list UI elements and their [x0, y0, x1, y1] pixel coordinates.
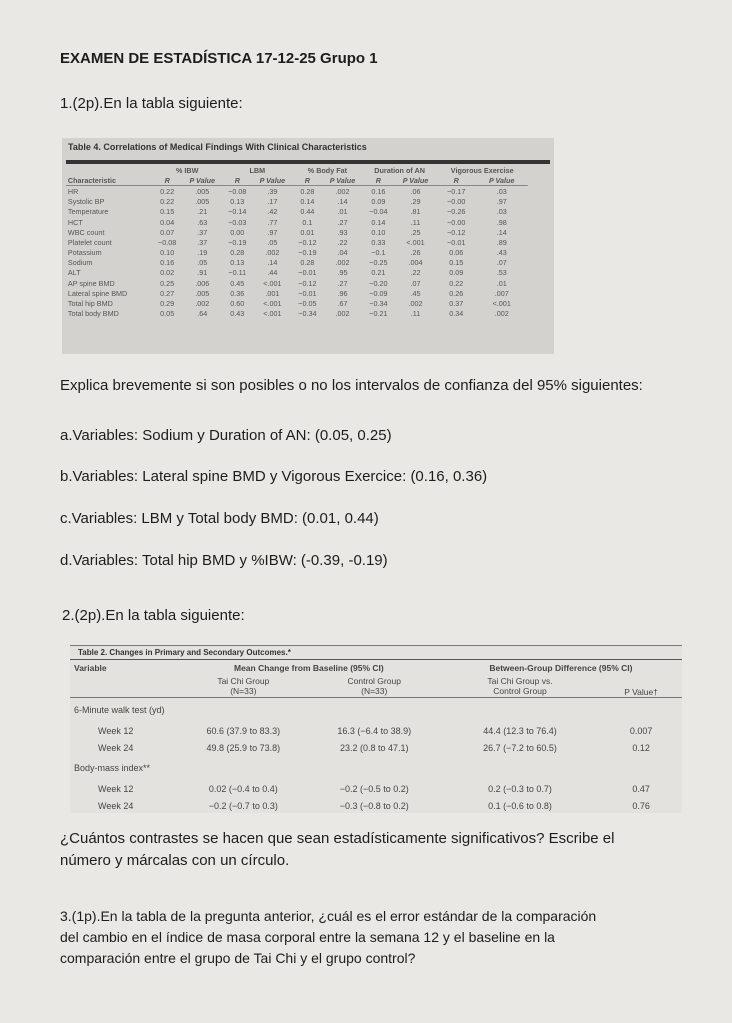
cell: 49.8 (25.9 to 73.8)	[206, 742, 281, 753]
cell: 0.02	[160, 268, 175, 278]
cell: −0.34	[298, 309, 317, 319]
cell: .03	[496, 207, 507, 217]
cell: 60.6 (37.9 to 83.3)	[206, 725, 281, 736]
cell: 0.21	[371, 268, 386, 278]
between-header: Between-Group Difference (95% CI)	[489, 663, 633, 673]
cell: −0.01	[298, 288, 317, 298]
cell: .97	[267, 227, 278, 237]
cell: 0.27	[160, 288, 175, 298]
cell: −0.25	[369, 258, 388, 268]
row-label: HCT	[67, 217, 83, 227]
cell: .002	[195, 299, 210, 309]
cell: 0.37	[449, 299, 464, 309]
cell: .001	[265, 288, 280, 298]
cell: −0.19	[228, 237, 247, 247]
cell: 0.10	[160, 248, 175, 258]
cell: .005	[195, 197, 210, 207]
cell: .002	[335, 309, 350, 319]
sub-header: P Value	[394, 175, 436, 186]
row-label: HR	[67, 186, 79, 196]
outcomes-table: Table 2. Changes in Primary and Secondary Outcomes.* Variable Mean Change from Baseline (95% CI) Between-Group Difference (95% CI) Tai Chi Group (N=33) Control Group (N=33) Tai Chi Group vs. Control Group P Value† 6-Minute walk test (yd) Week 12 60.6 (37.9 to 83.3) 16.3 (−6.4 to 38.9) 44.4 (12.3 to 76.4) 0.007 Week 24 49.8 (25.9 to 73.8) 23.2 (0.8 to 47.1) 26.7 (−7.2 to 60.5) 0.12 Body-mass index** Week 12 0.02 (−0.4 to 0.4) −0.2 (−0.5 to 0.2) 0.2 (−0.3 to 0.7) 0.47 Week 24 −0.2 (−0.7 to 0.3) −0.3 (−0.8 to 0.2) 0.1 (−0.6 to 0.8) 0.76	[70, 645, 682, 813]
exam-title: EXAMEN DE ESTADÍSTICA 17-12-25 Grupo 1	[60, 50, 378, 67]
table-row	[66, 309, 528, 319]
table-row	[66, 248, 528, 258]
cell: .05	[267, 237, 278, 247]
cell: .91	[197, 268, 208, 278]
sub-header: P Value	[182, 175, 222, 186]
cell: 0.09	[371, 197, 386, 207]
q1-item-c: c.Variables: LBM y Total body BMD: (0.01, 0.44)	[60, 510, 379, 527]
row-header: Characteristic	[66, 175, 152, 186]
cell: .97	[496, 197, 507, 207]
cell: .07	[410, 278, 421, 288]
cell: .005	[195, 288, 210, 298]
variable-header: Variable	[74, 663, 107, 673]
cell: .04	[337, 248, 348, 258]
mean-change-header: Mean Change from Baseline (95% CI)	[234, 663, 384, 673]
cell: .01	[337, 207, 348, 217]
cell: 0.07	[160, 227, 175, 237]
sub-header: R	[152, 175, 182, 186]
cell: −0.08	[158, 237, 177, 247]
cell: <.001	[492, 299, 511, 309]
cell: .64	[197, 309, 208, 319]
row-label: Week 12	[98, 783, 134, 794]
cell: −0.3 (−0.8 to 0.2)	[339, 800, 409, 811]
table-row	[66, 237, 528, 247]
row-label: Week 24	[98, 800, 134, 811]
cell: 0.26	[449, 288, 464, 298]
cell: 0.1 (−0.6 to 0.8)	[488, 800, 552, 811]
divider	[66, 160, 550, 164]
cell: .006	[195, 278, 210, 288]
cell: <.001	[263, 309, 282, 319]
sub-header: P Value	[252, 175, 292, 186]
cell: .007	[494, 288, 509, 298]
cell: .14	[496, 227, 507, 237]
row-label: Platelet count	[67, 237, 112, 247]
cell: .39	[267, 186, 278, 196]
cell: .27	[337, 217, 348, 227]
cell: −0.00	[447, 197, 466, 207]
cell: −0.20	[369, 278, 388, 288]
cell: .67	[337, 299, 348, 309]
group-header: % IBW	[175, 165, 199, 175]
cell: 0.36	[230, 288, 245, 298]
cell: 0.47	[632, 783, 650, 794]
table-row	[66, 288, 528, 298]
cell: −0.00	[447, 217, 466, 227]
cell: −0.21	[369, 309, 388, 319]
cell: 0.01	[300, 227, 315, 237]
group-header: % Body Fat	[307, 165, 348, 175]
q3-line3: comparación entre el grupo de Tai Chi y el grupo control?	[60, 950, 416, 966]
q3-line2: del cambio en el índice de masa corporal entre la semana 12 y el baseline en la	[60, 929, 555, 945]
cell: 0.13	[230, 258, 245, 268]
sub-header: R	[292, 175, 322, 186]
cell: .06	[410, 186, 421, 196]
cell: .21	[197, 207, 208, 217]
cell: −0.01	[298, 268, 317, 278]
cell: .07	[496, 258, 507, 268]
table-row	[70, 797, 682, 814]
cell: −0.2 (−0.7 to 0.3)	[208, 800, 278, 811]
cell: .01	[496, 278, 507, 288]
cell: −0.09	[369, 288, 388, 298]
cell: −0.12	[298, 278, 317, 288]
table-row	[70, 780, 682, 797]
cell: −0.04	[369, 207, 388, 217]
cell: −0.34	[369, 299, 388, 309]
row-label: Week 24	[98, 742, 134, 753]
row-label: Systolic BP	[67, 197, 105, 207]
q3-line1: 3.(1p).En la tabla de la pregunta anterior, ¿cuál es el error estándar de la comparación	[60, 908, 597, 924]
cell: .89	[496, 237, 507, 247]
cell: .22	[337, 237, 348, 247]
cell: 0.14	[371, 217, 386, 227]
cell: 0.1	[302, 217, 313, 227]
cell: 0.14	[300, 197, 315, 207]
cell: 0.25	[160, 278, 175, 288]
table-row	[66, 227, 528, 237]
cell: 0.15	[449, 258, 464, 268]
q1-prompt: Explica brevemente si son posibles o no los intervalos de confianza del 95% siguientes:	[60, 377, 643, 394]
cell: .05	[197, 258, 208, 268]
cell: 0.06	[449, 248, 464, 258]
table-row	[66, 278, 528, 288]
cell: −0.12	[447, 227, 466, 237]
table4-caption: Table 4. Correlations of Medical Findings With Clinical Characteristics	[68, 142, 367, 152]
table-row	[66, 268, 528, 278]
cell: .81	[410, 207, 421, 217]
table-row	[66, 217, 528, 227]
row-label: Sodium	[67, 258, 93, 268]
cell: 0.007	[629, 725, 653, 736]
cell: .53	[496, 268, 507, 278]
cell: .22	[410, 268, 421, 278]
table-row	[66, 197, 528, 207]
cell: .002	[335, 258, 350, 268]
cell: .002	[265, 248, 280, 258]
cell: 26.7 (−7.2 to 60.5)	[483, 742, 557, 753]
cell: .98	[496, 217, 507, 227]
cell: −0.19	[298, 248, 317, 258]
cell: .002	[408, 299, 423, 309]
group-header: Vigorous Exercise	[450, 165, 514, 175]
cell: −0.01	[447, 237, 466, 247]
section-label: 6-Minute walk test (yd)	[74, 705, 165, 715]
section-label: Body-mass index**	[74, 763, 151, 773]
row-label: Temperature	[67, 207, 109, 217]
row-label: ALT	[67, 268, 81, 278]
row-label: Total hip BMD	[67, 299, 113, 309]
cell: −0.12	[298, 237, 317, 247]
cell: 0.28	[300, 186, 315, 196]
cell: .43	[496, 248, 507, 258]
cell: .005	[195, 186, 210, 196]
cell: 0.2 (−0.3 to 0.7)	[488, 783, 552, 794]
cell: 0.60	[230, 299, 245, 309]
cell: −0.11	[228, 268, 247, 278]
cell: .14	[337, 197, 348, 207]
cell: 23.2 (0.8 to 47.1)	[339, 742, 409, 753]
group-header: LBM	[249, 165, 266, 175]
cell: 0.09	[449, 268, 464, 278]
sub-header: P Value	[476, 175, 528, 186]
correlations-table	[62, 138, 554, 354]
table2-caption: Table 2. Changes in Primary and Secondary Outcomes.*	[78, 648, 291, 657]
cell: −0.14	[228, 207, 247, 217]
cell: −0.05	[298, 299, 317, 309]
cell: 0.13	[230, 197, 245, 207]
cell: .11	[410, 309, 421, 319]
table-row	[70, 739, 682, 756]
row-label: Total body BMD	[67, 309, 119, 319]
cell: 0.28	[230, 248, 245, 258]
table-row	[66, 186, 528, 197]
cell: 0.28	[300, 258, 315, 268]
cell: .37	[197, 237, 208, 247]
cell: 0.16	[160, 258, 175, 268]
sub-header: R	[362, 175, 394, 186]
cell: 0.04	[160, 217, 175, 227]
cell: 0.34	[449, 309, 464, 319]
cell: .004	[408, 258, 423, 268]
q2-heading: 2.(2p).En la tabla siguiente:	[62, 607, 245, 624]
cell: 0.44	[300, 207, 315, 217]
cell: .96	[337, 288, 348, 298]
sub-header: R	[222, 175, 252, 186]
cell: .19	[197, 248, 208, 258]
cell: 44.4 (12.3 to 76.4)	[483, 725, 557, 736]
table-row	[70, 722, 682, 739]
cell: .29	[410, 197, 421, 207]
cell: 0.10	[371, 227, 386, 237]
sub-header: R	[437, 175, 476, 186]
cell: <.001	[263, 299, 282, 309]
cell: 0.22	[449, 278, 464, 288]
group-header: Duration of AN	[374, 165, 425, 175]
cell: <.001	[406, 237, 425, 247]
table-row	[66, 207, 528, 217]
q2-question-line1: ¿Cuántos contrastes se hacen que sean estadísticamente significativos? Escribe el	[60, 830, 615, 847]
cell: 0.12	[632, 742, 650, 753]
cell: −0.03	[228, 217, 247, 227]
table-row	[66, 258, 528, 268]
cell: 0.22	[160, 197, 175, 207]
cell: 0.45	[230, 278, 245, 288]
cell: −0.1	[371, 248, 386, 258]
cell: .17	[267, 197, 278, 207]
cell: 0.00	[230, 227, 245, 237]
cell: .14	[267, 258, 278, 268]
cell: .95	[337, 268, 348, 278]
row-label: Week 12	[98, 725, 134, 736]
cell: −0.26	[447, 207, 466, 217]
cell: 0.29	[160, 299, 175, 309]
cell: .002	[335, 186, 350, 196]
q1-heading: 1.(2p).En la tabla siguiente:	[60, 95, 243, 112]
cell: 0.05	[160, 309, 175, 319]
cell: .11	[410, 217, 421, 227]
cell: 0.76	[632, 800, 650, 811]
row-label: WBC count	[67, 227, 105, 237]
cell: .77	[267, 217, 278, 227]
cell: .26	[410, 248, 421, 258]
cell: .44	[267, 268, 278, 278]
cell: .45	[410, 288, 421, 298]
row-label: AP spine BMD	[67, 278, 115, 288]
cell: .002	[494, 309, 509, 319]
cell: 0.33	[371, 237, 386, 247]
q1-item-d: d.Variables: Total hip BMD y %IBW: (-0.39, -0.19)	[60, 552, 388, 569]
cell: .03	[496, 186, 507, 196]
cell: .25	[410, 227, 421, 237]
cell: .63	[197, 217, 208, 227]
cell: 0.16	[371, 186, 386, 196]
row-label: Potassium	[67, 248, 102, 258]
q1-item-b: b.Variables: Lateral spine BMD y Vigorous Exercice: (0.16, 0.36)	[60, 468, 488, 485]
cell: −0.2 (−0.5 to 0.2)	[339, 783, 409, 794]
cell: .37	[197, 227, 208, 237]
table-row	[66, 298, 528, 308]
row-label: Lateral spine BMD	[67, 288, 128, 298]
cell: 16.3 (−6.4 to 38.9)	[337, 725, 412, 736]
cell: <.001	[263, 278, 282, 288]
cell: 0.15	[160, 207, 175, 217]
sub-header: P Value	[322, 175, 362, 186]
cell: 0.22	[160, 186, 175, 196]
cell: .93	[337, 227, 348, 237]
cell: .27	[337, 278, 348, 288]
cell: −0.17	[447, 186, 466, 196]
q1-item-a: a.Variables: Sodium y Duration of AN: (0.05, 0.25)	[60, 427, 392, 444]
cell: −0.08	[228, 186, 247, 196]
q2-question-line2: número y márcalas con un círculo.	[60, 852, 290, 869]
cell: 0.02 (−0.4 to 0.4)	[208, 783, 278, 794]
cell: 0.43	[230, 309, 245, 319]
cell: .42	[267, 207, 278, 217]
